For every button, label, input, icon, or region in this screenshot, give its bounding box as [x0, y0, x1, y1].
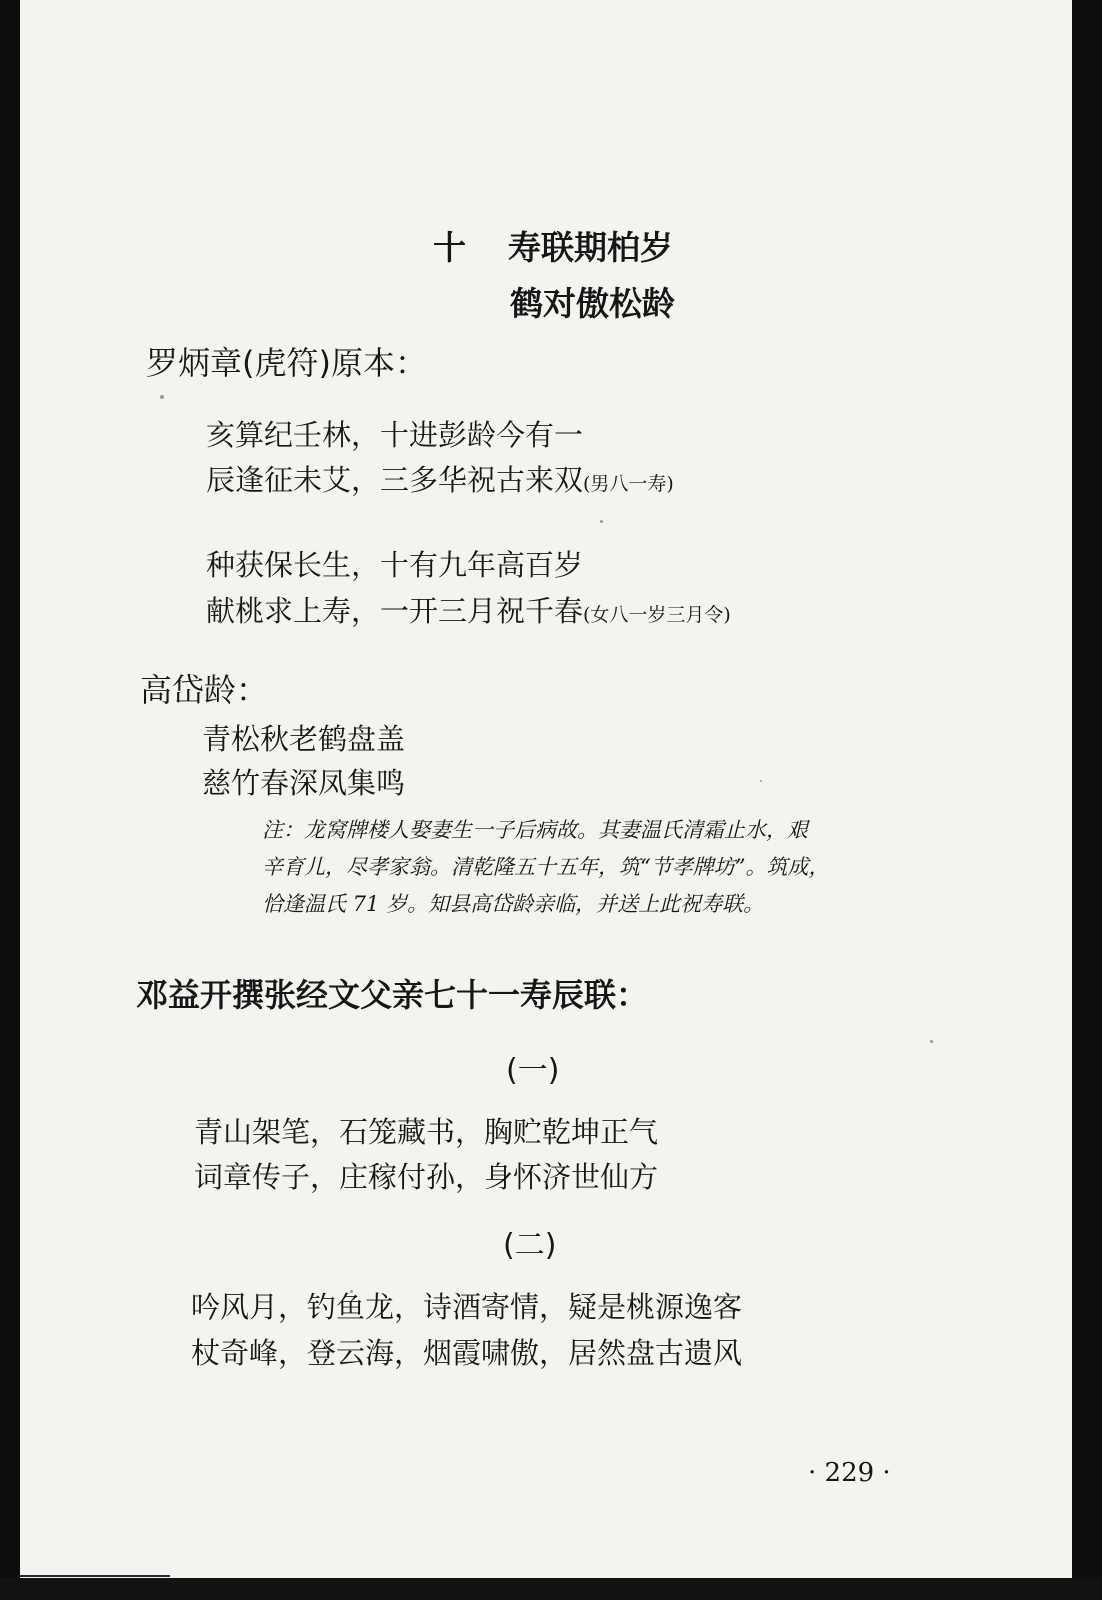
couplet-note: (女八一岁三月令): [583, 604, 731, 626]
subsection-label: (二): [503, 1228, 557, 1263]
scan-edge-right: [1072, 0, 1102, 1600]
chapter-title-line2: 鹤对傲松龄: [510, 284, 675, 323]
section-heading-luo: 罗炳章(虎符)原本：: [146, 344, 427, 382]
couplet-line: 青山架笔，石笼藏书，胸贮乾坤正气: [194, 1115, 659, 1149]
couplet-note: (男八一寿): [583, 473, 674, 495]
scan-speck: [160, 395, 164, 399]
couplet-line: 慈竹春深凤集鸣: [202, 766, 406, 800]
chapter-title-line1: 寿联期柏岁: [508, 228, 673, 267]
scan-speck: [600, 520, 603, 523]
couplet-line: 种获保长生，十有九年高百岁: [206, 548, 584, 582]
scan-speck: [930, 1040, 933, 1043]
annotation-line: 辛育儿，尽孝家翁。清乾隆五十五年，筑“节孝牌坊”。筑成，: [262, 855, 830, 879]
couplet-line: 吟风月，钓鱼龙，诗酒寄情，疑是桃源逸客: [191, 1290, 743, 1324]
scan-speck: [760, 780, 762, 782]
page-number: · 229 ·: [808, 1458, 891, 1488]
couplet-line: 献桃求上寿，一开三月祝千春(女八一岁三月令): [206, 594, 731, 628]
couplet-line: 亥算纪壬林，十进彭龄今有一: [206, 418, 584, 452]
annotation-note: [262, 812, 982, 923]
subsection-label: (一): [506, 1053, 560, 1088]
couplet-line: 辰逢征未艾，三多华祝古来双(男八一寿): [206, 463, 674, 497]
scan-fold-line: [20, 1575, 170, 1577]
annotation-line: 注：龙窝牌楼人娶妻生一子后病故。其妻温氏清霜止水，艰: [262, 818, 808, 842]
couplet-line: 杖奇峰，登云海，烟霞啸傲，居然盘古遗风: [191, 1336, 743, 1370]
couplet-line: 词章传子，庄稼付孙，身怀济世仙方: [194, 1160, 659, 1194]
section-heading-gao: 高岱龄：: [140, 671, 269, 709]
scan-edge-left: [0, 0, 20, 1600]
chapter-number: 十: [433, 228, 466, 267]
annotation-line: 恰逢温氏 71 岁。知县高岱龄亲临，并送上此祝寿联。: [262, 892, 765, 916]
section-heading-deng: 邓益开撰张经文父亲七十一寿辰联：: [136, 976, 649, 1014]
scan-edge-bottom: [0, 1578, 1102, 1600]
couplet-line: 青松秋老鹤盘盖: [202, 722, 406, 756]
